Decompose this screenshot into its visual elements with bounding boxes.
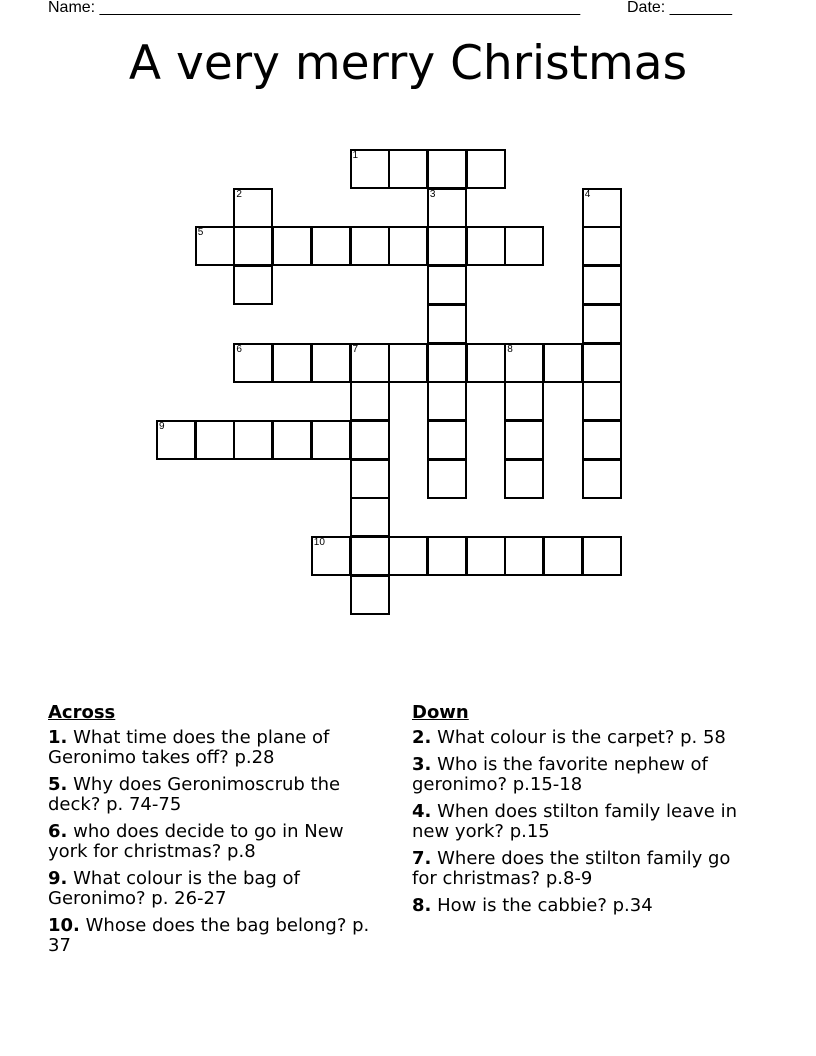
clue-number-label: 10 (313, 537, 325, 548)
clue-text: When does stilton family leave in new york? p.15 (412, 801, 738, 842)
grid-cell[interactable] (427, 343, 467, 383)
grid-cell[interactable] (427, 381, 467, 421)
grid-cell[interactable] (582, 226, 622, 266)
grid-cell[interactable] (350, 459, 390, 499)
grid-cell[interactable] (233, 343, 273, 383)
clue-number: 9. (48, 868, 68, 889)
grid-cell[interactable] (466, 343, 506, 383)
grid-cell[interactable] (504, 459, 544, 499)
grid-cell[interactable] (388, 343, 428, 383)
clue-text: Who is the favorite nephew of geronimo? p.15-18 (412, 754, 708, 795)
grid-cell[interactable] (582, 536, 622, 576)
clue-number-label: 8 (507, 343, 513, 355)
across-heading: Across (48, 702, 116, 723)
grid-cell[interactable] (388, 149, 428, 189)
grid-cell[interactable] (427, 149, 467, 189)
clue-number-label: 6 (236, 343, 242, 355)
grid-cell[interactable] (350, 497, 390, 537)
clue-number: 6. (48, 821, 68, 842)
clue-down-2 (412, 728, 747, 748)
grid-cell[interactable] (427, 459, 467, 499)
grid-cell[interactable] (582, 188, 622, 228)
grid-cell[interactable] (195, 226, 235, 266)
clue-across-5 (48, 775, 383, 815)
grid-cell[interactable] (350, 149, 390, 189)
grid-cell[interactable] (272, 420, 312, 460)
clue-text: Whose does the bag belong? p. 37 (48, 915, 370, 956)
date-field-label: Date: _______ (627, 0, 732, 16)
grid-cell[interactable] (543, 536, 583, 576)
grid-cell[interactable] (582, 265, 622, 305)
grid-cell[interactable] (504, 226, 544, 266)
down-clues (412, 702, 747, 923)
down-heading: Down (412, 702, 469, 723)
grid-cell[interactable] (504, 343, 544, 383)
grid-cell[interactable] (427, 226, 467, 266)
grid-cell[interactable] (582, 343, 622, 383)
grid-cell[interactable] (350, 420, 390, 460)
clue-number: 5. (48, 774, 68, 795)
grid-cell[interactable] (388, 226, 428, 266)
clue-number: 8. (412, 895, 432, 916)
grid-cell[interactable] (311, 226, 351, 266)
clue-number: 10. (48, 915, 80, 936)
clue-text: What colour is the carpet? p. 58 (437, 727, 726, 748)
across-clues (48, 702, 383, 963)
grid-cell[interactable] (350, 343, 390, 383)
grid-cell[interactable] (466, 226, 506, 266)
grid-cell[interactable] (350, 575, 390, 615)
grid-cell[interactable] (350, 381, 390, 421)
clue-down-7 (412, 849, 747, 889)
clue-text: What time does the plane of Geronimo takes off? p.28 (48, 727, 330, 768)
grid-cell[interactable] (504, 420, 544, 460)
clue-number: 1. (48, 727, 68, 748)
grid-cell[interactable] (427, 188, 467, 228)
grid-cell[interactable] (272, 343, 312, 383)
grid-cell[interactable] (543, 343, 583, 383)
grid-cell[interactable] (233, 420, 273, 460)
clue-number-label: 2 (236, 188, 242, 200)
grid-cell[interactable] (233, 188, 273, 228)
grid-cell[interactable] (466, 149, 506, 189)
clue-text: who does decide to go in New york for christmas? p.8 (48, 821, 344, 862)
page-title: A very merry Christmas (128, 36, 688, 91)
grid-cell[interactable] (195, 420, 235, 460)
grid-cell[interactable] (233, 265, 273, 305)
grid-cell[interactable] (388, 536, 428, 576)
clue-number: 2. (412, 727, 432, 748)
grid-cell[interactable] (272, 226, 312, 266)
clue-number: 7. (412, 848, 432, 869)
grid-cell[interactable] (350, 226, 390, 266)
clue-across-9 (48, 869, 383, 909)
clue-down-4 (412, 802, 747, 842)
grid-cell[interactable] (582, 304, 622, 344)
clue-number: 3. (412, 754, 432, 775)
grid-cell[interactable] (582, 420, 622, 460)
grid-cell[interactable] (427, 265, 467, 305)
grid-cell[interactable] (233, 226, 273, 266)
clue-number-label: 7 (352, 343, 359, 355)
grid-cell[interactable] (350, 536, 390, 576)
grid-cell[interactable] (466, 536, 506, 576)
clue-text: How is the cabbie? p.34 (437, 895, 653, 916)
clue-number-label: 1 (352, 150, 359, 161)
clue-across-1 (48, 728, 383, 768)
clue-number: 4. (412, 801, 432, 822)
clue-text: Why does Geronimoscrub the deck? p. 74-75 (48, 774, 341, 815)
grid-cell[interactable] (311, 420, 351, 460)
grid-cell[interactable] (504, 381, 544, 421)
clue-number-label: 9 (159, 420, 165, 432)
grid-cell[interactable] (427, 536, 467, 576)
clue-number-label: 3 (429, 188, 436, 200)
clue-number-label: 4 (584, 188, 591, 200)
clue-down-3 (412, 755, 747, 795)
grid-cell[interactable] (156, 420, 196, 460)
grid-cell[interactable] (427, 304, 467, 344)
grid-cell[interactable] (311, 536, 351, 576)
name-field-label: Name: ______________________________________________________ (48, 0, 581, 16)
grid-cell[interactable] (582, 459, 622, 499)
clue-text: What colour is the bag of Geronimo? p. 26-27 (48, 868, 300, 909)
clue-across-10 (48, 916, 383, 956)
grid-cell[interactable] (427, 420, 467, 460)
grid-cell[interactable] (311, 343, 351, 383)
grid-cell[interactable] (582, 381, 622, 421)
clue-text: Where does the stilton family go for christmas? p.8-9 (412, 848, 731, 889)
clue-across-6 (48, 822, 383, 862)
grid-cell[interactable] (504, 536, 544, 576)
clue-down-8 (412, 896, 747, 916)
clue-number-label: 5 (197, 227, 204, 239)
